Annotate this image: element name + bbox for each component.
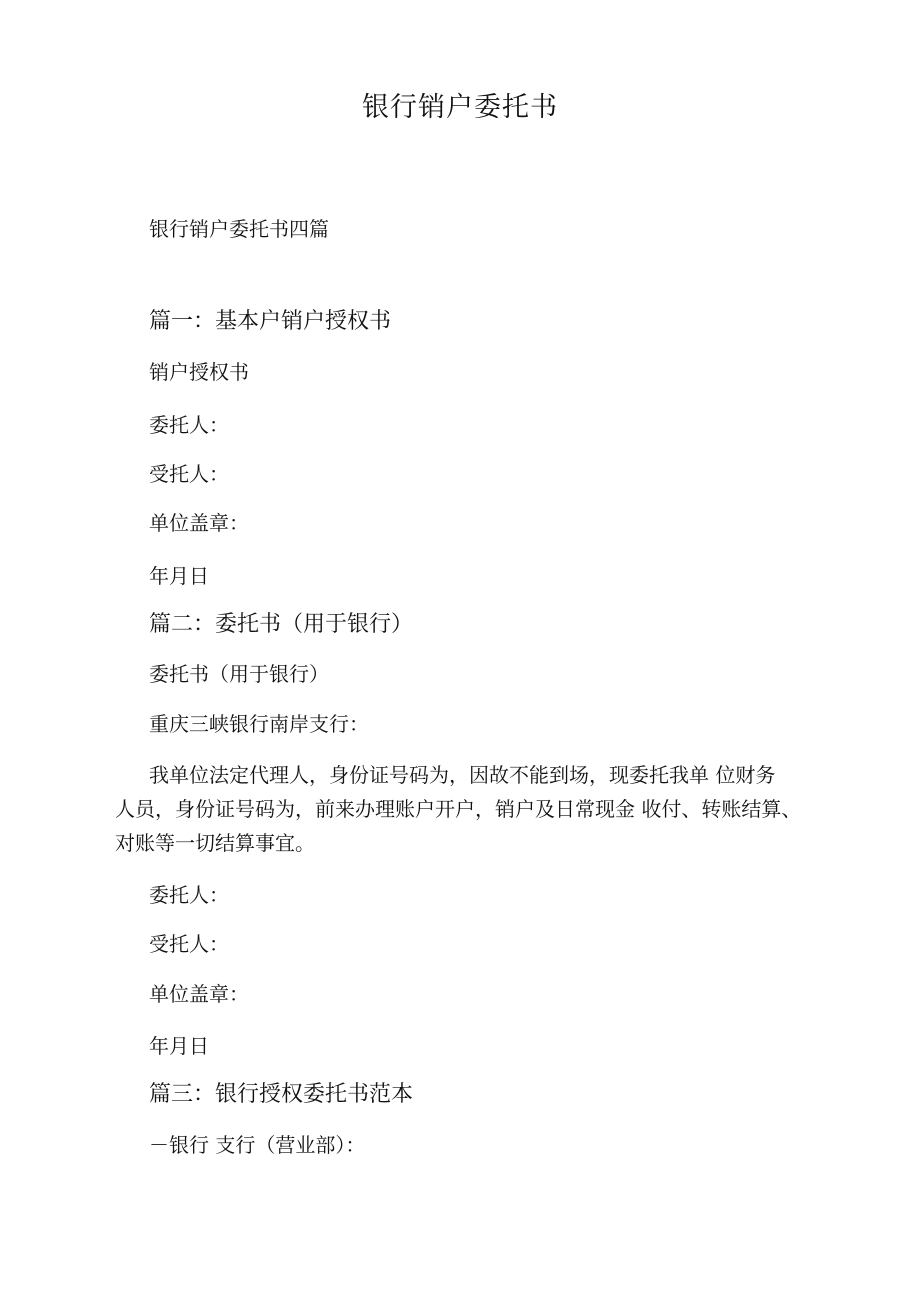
part2-seal: 单位盖章：: [149, 982, 249, 1006]
part2-body-paragraph: [115, 758, 815, 860]
document-subtitle: 银行销户委托书四篇: [149, 217, 329, 241]
part2-name: 委托书（用于银行）: [149, 662, 329, 686]
part2-heading: 篇二：委托书（用于银行）: [149, 612, 414, 637]
part3-addressee: －银行 支行（营业部）：: [149, 1133, 366, 1157]
part2-addressee: 重庆三峡银行南岸支行：: [149, 712, 369, 736]
part2-body-line-2: 人员，身份证号码为，前来办理账户开户，销户及日常现金 收付、转账结算、: [115, 797, 802, 821]
part2-date: 年月日: [149, 1034, 209, 1058]
part1-date: 年月日: [149, 564, 209, 588]
part3-heading: 篇三：银行授权委托书范本: [149, 1082, 414, 1107]
part2-body-line-3: 对账等一切结算事宜。: [115, 831, 315, 855]
part2-principal: 委托人：: [149, 883, 229, 907]
part1-principal: 委托人：: [149, 413, 229, 437]
part1-agent: 受托人：: [149, 462, 229, 486]
part2-body-line-1: 我单位法定代理人，身份证号码为，因故不能到场，现委托我单 位财务: [149, 763, 776, 787]
part2-agent: 受托人：: [149, 932, 229, 956]
part1-name: 销户授权书: [149, 360, 249, 384]
part1-heading: 篇一：基本户销户授权书: [149, 309, 392, 334]
part1-seal: 单位盖章：: [149, 511, 249, 535]
document-title: 银行销户委托书: [362, 92, 558, 123]
